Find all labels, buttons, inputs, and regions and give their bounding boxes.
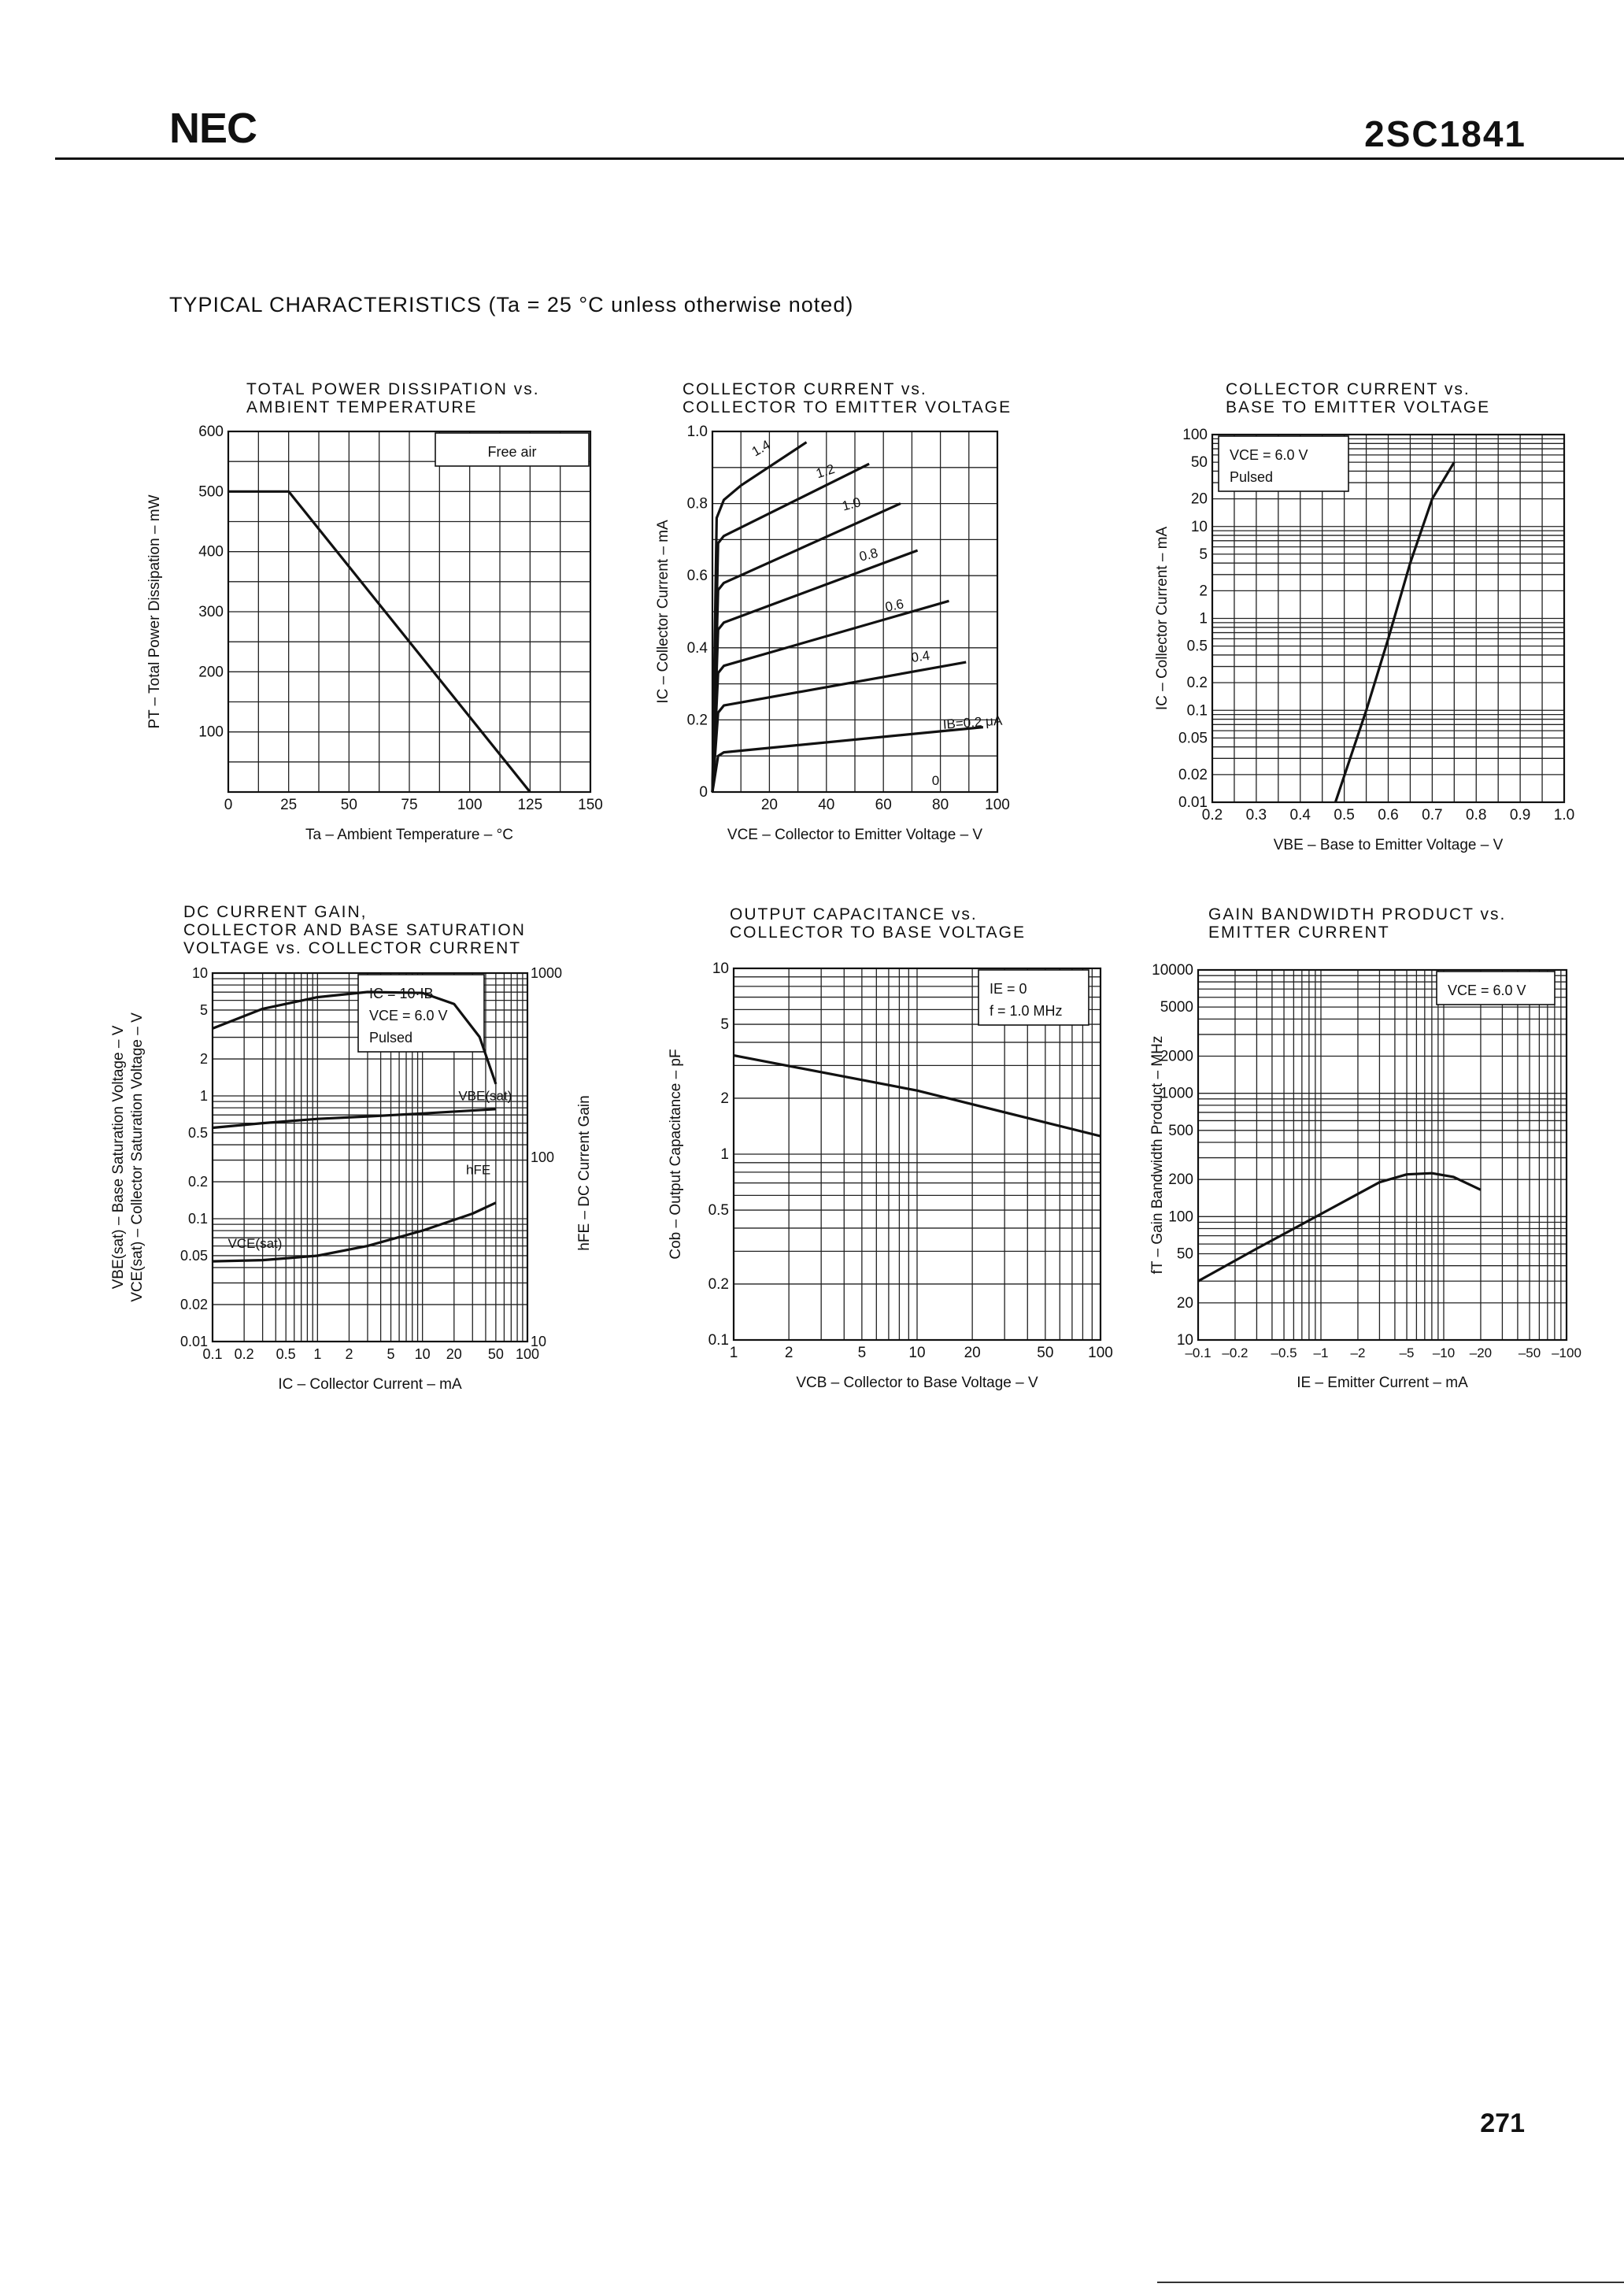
y-tick-label: 300 xyxy=(198,604,224,620)
y-tick-label: 500 xyxy=(1168,1122,1193,1139)
section-title: TYPICAL CHARACTERISTICS (Ta = 25 °C unless otherwise noted) xyxy=(169,293,854,316)
y-tick-label: 100 xyxy=(1182,427,1208,443)
y-tick-label: 2 xyxy=(199,1051,208,1068)
x-axis-label: IE – Emitter Current – mA xyxy=(1297,1375,1468,1391)
x-tick-label: –2 xyxy=(1350,1345,1366,1360)
y-tick-label: 0.05 xyxy=(1178,730,1208,747)
series-line-vbe-sat- xyxy=(213,1109,496,1128)
y-tick-label: 0.01 xyxy=(179,1334,208,1349)
x-tick-label: 0.5 xyxy=(1334,807,1355,824)
plot-frame xyxy=(1198,970,1567,1340)
y-tick-label: 0.2 xyxy=(686,712,708,729)
y-tick-label: 1000 xyxy=(1160,1085,1193,1102)
x-tick-label: –50 xyxy=(1518,1345,1541,1360)
y-tick-label: 10000 xyxy=(1152,962,1193,979)
x-axis-label: VBE – Base to Emitter Voltage – V xyxy=(1273,837,1504,853)
x-tick-label: 25 xyxy=(280,797,298,813)
legend-text: IE = 0 xyxy=(990,981,1027,997)
footer-rule xyxy=(1157,2282,1624,2283)
x-tick-label: 0.8 xyxy=(1466,807,1487,824)
y-axis-label: VCE(sat) – Collector Saturation Voltage – V xyxy=(129,1012,146,1302)
curve-annotation: 0.8 xyxy=(857,545,880,564)
y-tick-label: 50 xyxy=(1190,454,1208,472)
curve-annotation: 1.2 xyxy=(814,461,837,482)
part-number: 2SC1841 xyxy=(1364,113,1526,154)
y-tick-label: 5 xyxy=(720,1016,729,1034)
x-tick-label: –5 xyxy=(1399,1345,1415,1360)
x-tick-label: 10 xyxy=(414,1346,431,1362)
y-tick-label: 2 xyxy=(1199,583,1208,600)
y-tick-label: 0.01 xyxy=(1178,794,1208,811)
curve-annotation: 1.4 xyxy=(749,437,773,460)
curve-annotation: 0 xyxy=(931,772,940,788)
x-tick-label: 0.7 xyxy=(1422,807,1443,824)
y-tick-label: 5000 xyxy=(1160,999,1193,1016)
y-tick-label: 1.0 xyxy=(686,424,708,440)
x-tick-label: 150 xyxy=(578,797,603,813)
x-tick-label: 100 xyxy=(457,797,483,813)
y-tick-label: 10 xyxy=(712,960,729,977)
series-line-ib-0-2-a xyxy=(712,727,983,792)
legend-text: VCE = 6.0 V xyxy=(369,1008,448,1023)
curve-annotation: hFE xyxy=(465,1162,491,1178)
x-tick-label: –20 xyxy=(1469,1345,1493,1360)
y-tick-label: 2000 xyxy=(1160,1048,1193,1065)
x-tick-label: 1 xyxy=(313,1346,322,1362)
chart-title-cob-vcb: OUTPUT CAPACITANCE vs. COLLECTOR TO BASE VOLTAGE xyxy=(730,905,1026,942)
y-tick-label: 0.2 xyxy=(1186,675,1208,692)
curve-annotation: 0.6 xyxy=(883,596,905,615)
y-tick-label: 50 xyxy=(1176,1245,1193,1263)
x-tick-label: 5 xyxy=(387,1346,395,1362)
y-tick-label: 20 xyxy=(1190,490,1208,508)
x-tick-label: 1 xyxy=(729,1345,738,1361)
x-tick-label: 0.4 xyxy=(1289,807,1311,824)
legend-text: Free air xyxy=(487,444,537,460)
x-tick-label: 0.1 xyxy=(202,1346,223,1362)
y-tick-label: 500 xyxy=(198,483,224,501)
y-tick-label: 0.1 xyxy=(1186,702,1208,720)
curve-annotation: IB=0.2 μA xyxy=(942,712,1003,732)
x-tick-label: 75 xyxy=(401,797,418,813)
y-tick-label: 1 xyxy=(720,1146,729,1163)
y-right-tick-label: 1000 xyxy=(531,965,563,981)
legend-text: f = 1.0 MHz xyxy=(990,1003,1063,1019)
y-tick-label: 0.5 xyxy=(187,1124,208,1141)
x-tick-label: –1 xyxy=(1313,1345,1329,1360)
chart-ic-vbe xyxy=(1118,417,1606,882)
x-tick-label: 2 xyxy=(345,1346,353,1362)
y-right-axis-label: hFE – DC Current Gain xyxy=(576,1095,593,1251)
x-tick-label: 50 xyxy=(487,1346,504,1362)
x-tick-label: 20 xyxy=(760,797,778,813)
legend-text: VCE = 6.0 V xyxy=(1448,983,1526,998)
series-line-vce-sat- xyxy=(213,1203,496,1261)
chart-ic-vce xyxy=(630,417,1118,866)
y-right-tick-label: 100 xyxy=(531,1149,555,1165)
y-tick-label: 20 xyxy=(1176,1294,1193,1312)
x-tick-label: 5 xyxy=(857,1345,867,1361)
chart-title-ic-vbe: COLLECTOR CURRENT vs. BASE TO EMITTER VOLTAGE xyxy=(1226,380,1491,416)
x-axis-label: IC – Collector Current – mA xyxy=(278,1376,462,1393)
y-tick-label: 5 xyxy=(199,1001,208,1018)
y-axis-label: PT – Total Power Dissipation – mW xyxy=(146,494,163,729)
chart-cob-vcb xyxy=(646,953,1141,1409)
x-tick-label: 2 xyxy=(784,1345,794,1361)
y-tick-label: 0.5 xyxy=(1186,638,1208,655)
y-tick-label: 0.02 xyxy=(179,1297,208,1313)
x-tick-label: –10 xyxy=(1432,1345,1456,1360)
y-tick-label: 0.2 xyxy=(708,1275,729,1293)
x-tick-label: 100 xyxy=(985,797,1010,813)
y-tick-label: 1 xyxy=(199,1088,208,1104)
legend-text: IC = 10·IB xyxy=(369,986,434,1001)
y-tick-label: 0.4 xyxy=(686,639,708,657)
x-tick-label: –0.5 xyxy=(1271,1345,1297,1360)
y-tick-label: 200 xyxy=(1168,1171,1193,1189)
series-line-1-4 xyxy=(712,442,807,792)
y-tick-label: 0 xyxy=(699,784,708,801)
x-tick-label: –0.2 xyxy=(1222,1345,1249,1360)
x-tick-label: 20 xyxy=(964,1345,981,1361)
y-right-tick-label: 10 xyxy=(531,1334,547,1349)
y-tick-label: 0.2 xyxy=(187,1174,208,1190)
x-tick-label: 80 xyxy=(932,797,949,813)
x-tick-label: 50 xyxy=(1037,1345,1054,1361)
series-line-0-6 xyxy=(712,601,949,792)
x-tick-label: 0.3 xyxy=(1245,807,1267,824)
y-tick-label: 0.05 xyxy=(179,1247,208,1264)
y-tick-label: 600 xyxy=(198,424,224,440)
brand-logo: NEC xyxy=(169,105,257,152)
y-tick-label: 100 xyxy=(1168,1208,1193,1226)
legend-text: Pulsed xyxy=(369,1030,413,1046)
x-tick-label: –0.1 xyxy=(1185,1345,1212,1360)
y-axis-label: IC – Collector Current – mA xyxy=(1154,526,1171,711)
y-tick-label: 0.1 xyxy=(187,1211,208,1227)
x-tick-label: 0.9 xyxy=(1509,807,1531,824)
chart-title-ft-ie: GAIN BANDWIDTH PRODUCT vs. EMITTER CURRENT xyxy=(1208,905,1507,942)
y-tick-label: 0.6 xyxy=(686,568,708,585)
y-tick-label: 1 xyxy=(1199,610,1208,627)
x-tick-label: 0.2 xyxy=(234,1346,254,1362)
chart-title-ic-vce: COLLECTOR CURRENT vs. COLLECTOR TO EMITTER VOLTAGE xyxy=(683,380,1012,416)
y-axis-label: fT – Gain Bandwidth Product – MHz xyxy=(1149,1035,1166,1275)
legend-text: Pulsed xyxy=(1230,469,1274,485)
curve-annotation: 0.4 xyxy=(910,647,931,666)
y-axis-label: Cob – Output Capacitance – pF xyxy=(668,1049,684,1260)
series-line-0-4 xyxy=(712,662,966,792)
y-tick-label: 5 xyxy=(1199,546,1208,563)
x-tick-label: 0.5 xyxy=(276,1346,296,1362)
y-tick-label: 0.1 xyxy=(708,1332,729,1349)
x-tick-label: 100 xyxy=(1088,1345,1113,1361)
y-tick-label: 0.8 xyxy=(686,495,708,513)
x-tick-label: 0.6 xyxy=(1378,807,1399,824)
curve-annotation: 1.0 xyxy=(840,494,863,514)
y-tick-label: 10 xyxy=(1190,518,1208,535)
chart-title-pd: TOTAL POWER DISSIPATION vs. AMBIENT TEMPERATURE xyxy=(246,380,540,416)
x-tick-label: 0.2 xyxy=(1201,807,1223,824)
x-tick-label: 40 xyxy=(818,797,835,813)
y-tick-label: 10 xyxy=(1176,1332,1193,1349)
x-tick-label: 60 xyxy=(875,797,892,813)
header-rule xyxy=(55,157,1624,160)
x-tick-label: 50 xyxy=(340,797,357,813)
chart-hfe-ic xyxy=(102,953,630,1409)
chart-ft-ie xyxy=(1118,953,1614,1409)
curve-annotation: VBE(sat) xyxy=(458,1088,512,1104)
x-axis-label: Ta – Ambient Temperature – °C xyxy=(305,827,513,843)
y-tick-label: 200 xyxy=(198,664,224,681)
y-tick-label: 400 xyxy=(198,543,224,561)
x-tick-label: 10 xyxy=(908,1345,926,1361)
y-tick-label: 2 xyxy=(720,1090,729,1107)
y-axis-label: VBE(sat) – Base Saturation Voltage – V xyxy=(110,1025,127,1290)
legend-text: VCE = 6.0 V xyxy=(1230,447,1308,463)
y-tick-label: 10 xyxy=(191,965,208,981)
x-tick-label: 20 xyxy=(446,1346,462,1362)
page-number: 271 xyxy=(1480,2108,1525,2138)
x-tick-label: –100 xyxy=(1552,1345,1581,1360)
y-tick-label: 0.5 xyxy=(708,1202,729,1220)
x-tick-label: 125 xyxy=(517,797,543,813)
x-tick-label: 100 xyxy=(515,1346,540,1362)
y-tick-label: 100 xyxy=(198,724,224,741)
x-tick-label: 1.0 xyxy=(1553,807,1575,824)
curve-annotation: VCE(sat) xyxy=(228,1235,283,1251)
chart-pd xyxy=(110,417,630,866)
x-axis-label: VCE – Collector to Emitter Voltage – V xyxy=(727,827,983,843)
x-tick-label: 0 xyxy=(224,797,233,813)
y-tick-label: 0.02 xyxy=(1178,766,1208,783)
chart-title-hfe-ic: DC CURRENT GAIN, COLLECTOR AND BASE SATURATION VOLTAGE vs. COLLECTOR CURRENT xyxy=(183,903,526,957)
y-axis-label: IC – Collector Current – mA xyxy=(655,520,671,704)
x-axis-label: VCB – Collector to Base Voltage – V xyxy=(796,1375,1038,1391)
